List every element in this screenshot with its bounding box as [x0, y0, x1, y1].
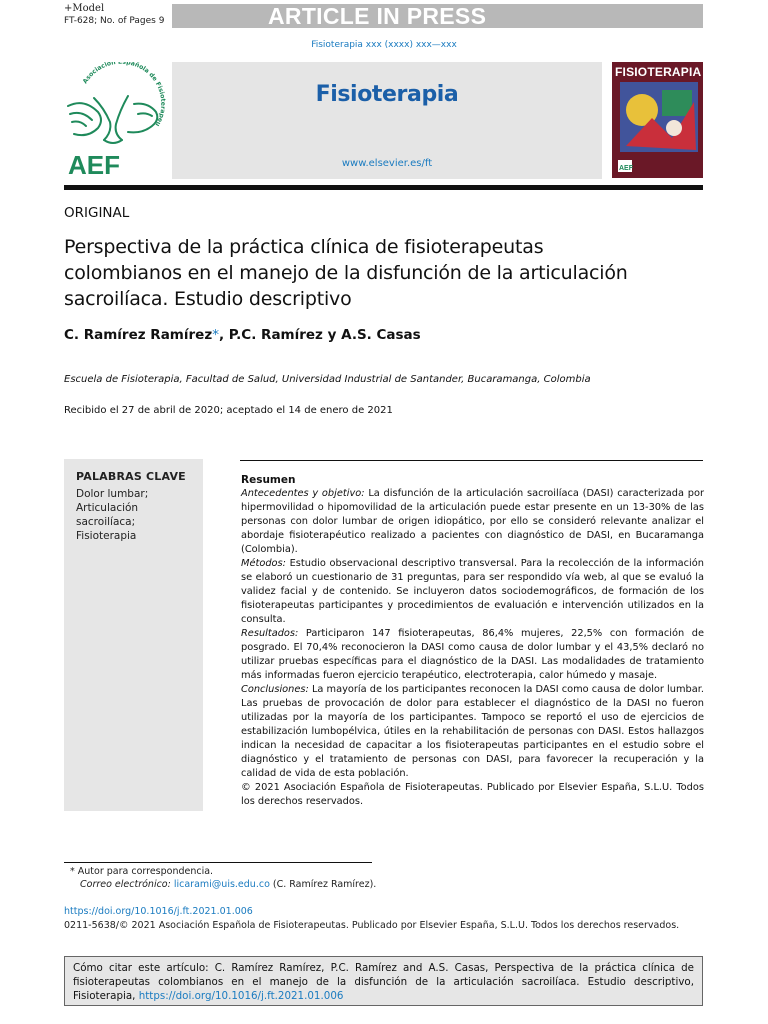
citation-text: Cómo citar este artículo: C. Ramírez Ramírez, P.C. Ramírez and A.S. Casas, Perspectiva de la práctica clínica de fisioterapeutas colombianos en el manejo de la disfunción de la articulación sacroilíaca. Estudio descriptivo, Fisioterapia,: [73, 962, 694, 1002]
svg-text:Asociación Española de Fisiote: [64, 62, 166, 128]
abstract-copyright: © 2021 Asociación Española de Fisioterapeutas. Publicado por Elsevier España, S.L.U. Todos los derechos reservados.: [241, 782, 704, 807]
cover-title: FISIOTERAPIA: [615, 65, 702, 79]
cover-logo: AEF: [619, 165, 633, 172]
results-text: Participaron 147 fisioterapeutas, 86,4% mujeres, 22,5% con formación de posgrado. El 70,4% reconocieron la DASI como causa de dolor lumbar y el 43,5% declaró no utilizar pruebas específicas para el diagnóstico de la DASI. Las modalidades de tratamiento más informadas fueron ejercicio terapéutico, electroterapia, calor húmedo y masaje.: [241, 628, 704, 681]
methods-text: Estudio observacional descriptivo transversal. Para la recolección de la información se elaboró un cuestionario de 31 preguntas, para ser respondido vía web, al que se evaluó la validez facial y de contenido. Se incluyeron datos sociodemográficos, de formación de los fisioterapeutas participantes y procedimientos de evaluación e intervención utilizados en la consulta.: [241, 558, 704, 625]
page-count: No. of Pages 9: [100, 16, 165, 26]
issn-copyright: 0211-5638/© 2021 Asociación Española de Fisioterapeutas. Publicado por Elsevier España, S.L.U. Todos los derechos reservados.: [64, 920, 680, 931]
citation-doi-link[interactable]: https://doi.org/10.1016/j.ft.2021.01.006: [138, 990, 344, 1002]
author-corresponding: C. Ramírez Ramírez: [64, 327, 213, 343]
conclusions-label: Conclusiones:: [241, 684, 309, 695]
email-owner: (C. Ramírez Ramírez).: [269, 879, 377, 890]
correspondence-note: * Autor para correspondencia.: [70, 866, 214, 877]
article-title: Perspectiva de la práctica clínica de fisioterapeutas colombianos en el manejo de la disfunción de la articulación sacroilíaca. Estudio descriptivo: [64, 236, 628, 310]
journal-reference[interactable]: Fisioterapia xxx (xxxx) xxx—xxx: [311, 40, 457, 50]
footnote-rule: [64, 862, 372, 863]
journal-masthead: [172, 62, 602, 179]
email-note: [80, 879, 376, 890]
keywords-box: [64, 459, 203, 811]
author-list: [64, 327, 421, 343]
affiliation: Escuela de Fisioterapia, Facultad de Salud, Universidad Industrial de Santander, Bucaramanga, Colombia: [64, 374, 591, 385]
doi-link[interactable]: https://doi.org/10.1016/j.ft.2021.01.006: [64, 906, 253, 917]
cover-art-icon: [612, 62, 703, 178]
keyword-item: Fisioterapia: [76, 530, 137, 542]
manuscript-id: FT-628;: [64, 16, 98, 26]
keywords-heading: PALABRAS CLAVE: [76, 470, 186, 483]
background-text: La disfunción de la articulación sacroilíaca (DASI) caracterizada por hipermovilidad o hipomovilidad de la articulación puede estar presente en un 13-30% de las personas con dolor lumbar de origen idiopático, por ello se consideró relevante analizar el abordaje fisioterapéutico realizado a pacientes con diagnóstico de DASI, en Bucaramanga (Colombia).: [241, 488, 704, 555]
header-rule: [64, 185, 703, 190]
manuscript-info: [64, 15, 164, 27]
received-accepted-dates: Recibido el 27 de abril de 2020; aceptado el 14 de enero de 2021: [64, 405, 393, 416]
section-label: ORIGINAL: [64, 205, 130, 221]
journal-cover-image: [612, 62, 703, 178]
methods-label: Métodos:: [241, 558, 286, 569]
keyword-item: Articulación: [76, 502, 139, 514]
results-label: Resultados:: [241, 628, 299, 639]
article-in-press-banner: ARTICLE IN PRESS: [172, 4, 703, 28]
corresponding-star[interactable]: *: [212, 327, 219, 343]
how-to-cite-box: [64, 956, 703, 1006]
abstract: [241, 473, 704, 809]
abstract-heading: Resumen: [241, 474, 296, 486]
keyword-item: Dolor lumbar;: [76, 488, 149, 500]
journal-url[interactable]: www.elsevier.es/ft: [341, 158, 433, 169]
authors-rest: , P.C. Ramírez y A.S. Casas: [218, 327, 421, 343]
abstract-rule: [240, 460, 703, 461]
aef-logo: [64, 62, 170, 180]
logo-arc-text: Asociación Española de Fisioterapeu: [81, 62, 167, 128]
email-label: Correo electrónico:: [80, 879, 171, 890]
background-label: Antecedentes y objetivo:: [241, 488, 365, 499]
hands-icon: [64, 62, 170, 180]
model-tag: [64, 3, 164, 27]
journal-title: Fisioterapia: [315, 82, 459, 107]
logo-text: AEF: [68, 150, 120, 180]
model-label: +Model: [64, 3, 105, 14]
email-link[interactable]: licarami@uis.edu.co: [173, 879, 270, 890]
keyword-item: sacroilíaca;: [76, 516, 136, 528]
conclusions-text: La mayoría de los participantes reconocen la DASI como causa de dolor lumbar. Las pruebas de provocación de dolor para establecer el diagnóstico de la DASI no fueron utilizadas por la mayoría de los participantes. Tampoco se reportó el uso de ejercicios de estabilización lumbopélvica, útiles en la rehabilitación de personas con DASI. Estos hallazgos indican la necesidad de capacitar a los fisioterapeutas participantes en el estudio sobre el diagnóstico y el tratamiento de personas con DASI, para favorecer la recuperación y la calidad de vida de esta población.: [241, 684, 704, 779]
